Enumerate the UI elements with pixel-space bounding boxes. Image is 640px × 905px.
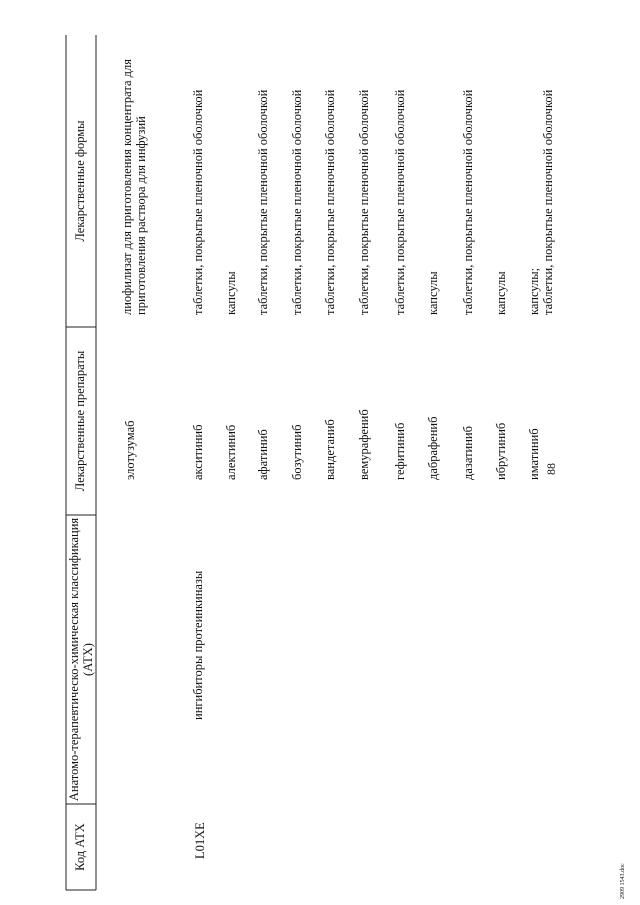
dosage-form: таблетки, покрытые пленочной оболочкой (323, 89, 337, 315)
dosage-form: лиофилизат для приготовления концентрата для приготовления раствора для инфузий (120, 59, 148, 315)
dosage-form: таблетки, покрытые пленочной оболочкой (191, 89, 205, 315)
dosage-form: таблетки, покрытые пленочной оболочкой (357, 89, 371, 315)
drug-name: алектиниб (224, 424, 238, 480)
dosage-form-line1: капсулы; (527, 267, 541, 315)
dosage-form: таблетки, покрытые пленочной оболочкой (461, 89, 475, 315)
dosage-form: капсулы (494, 271, 508, 315)
drug-name: вемурафениб (357, 409, 371, 480)
dosage-form-line2: таблетки, покрытые пленочной оболочкой (541, 89, 555, 315)
drug-name: иматиниб (527, 428, 541, 480)
page-number: 88 (544, 463, 558, 475)
drug-name: бозутиниб (290, 424, 304, 480)
drug-name: дазатиниб (461, 426, 475, 480)
dosage-form: таблетки, покрытые пленочной оболочкой (290, 89, 304, 315)
dosage-form: капсулы (426, 271, 440, 315)
atc-classification: ингибиторы протеинкиназы (191, 570, 205, 720)
atc-code: L01XE (193, 822, 207, 859)
drug-name: гефитиниб (393, 422, 407, 480)
header-drugs: Лекарственные препараты (73, 350, 87, 492)
drug-name: элотузумаб (123, 420, 137, 480)
dosage-form: капсулы (224, 271, 238, 315)
drug-name: афатиниб (256, 429, 270, 480)
header-classification: Анатомо-терапевтическо-химическая классификация (АТХ) (67, 517, 95, 802)
drug-name: акситиниб (191, 424, 205, 480)
drug-name: ибрутиниб (494, 422, 508, 480)
dosage-form: таблетки, покрытые пленочной оболочкой (256, 89, 270, 315)
file-footer: 2909 1543.doc (620, 863, 626, 899)
header-forms: Лекарственные формы (73, 120, 87, 242)
dosage-form: таблетки, покрытые пленочной оболочкой (393, 89, 407, 315)
header-code: Код АТХ (73, 823, 87, 871)
drug-name: вандетаниб (323, 419, 337, 480)
drug-name: дабрафениб (426, 416, 440, 480)
